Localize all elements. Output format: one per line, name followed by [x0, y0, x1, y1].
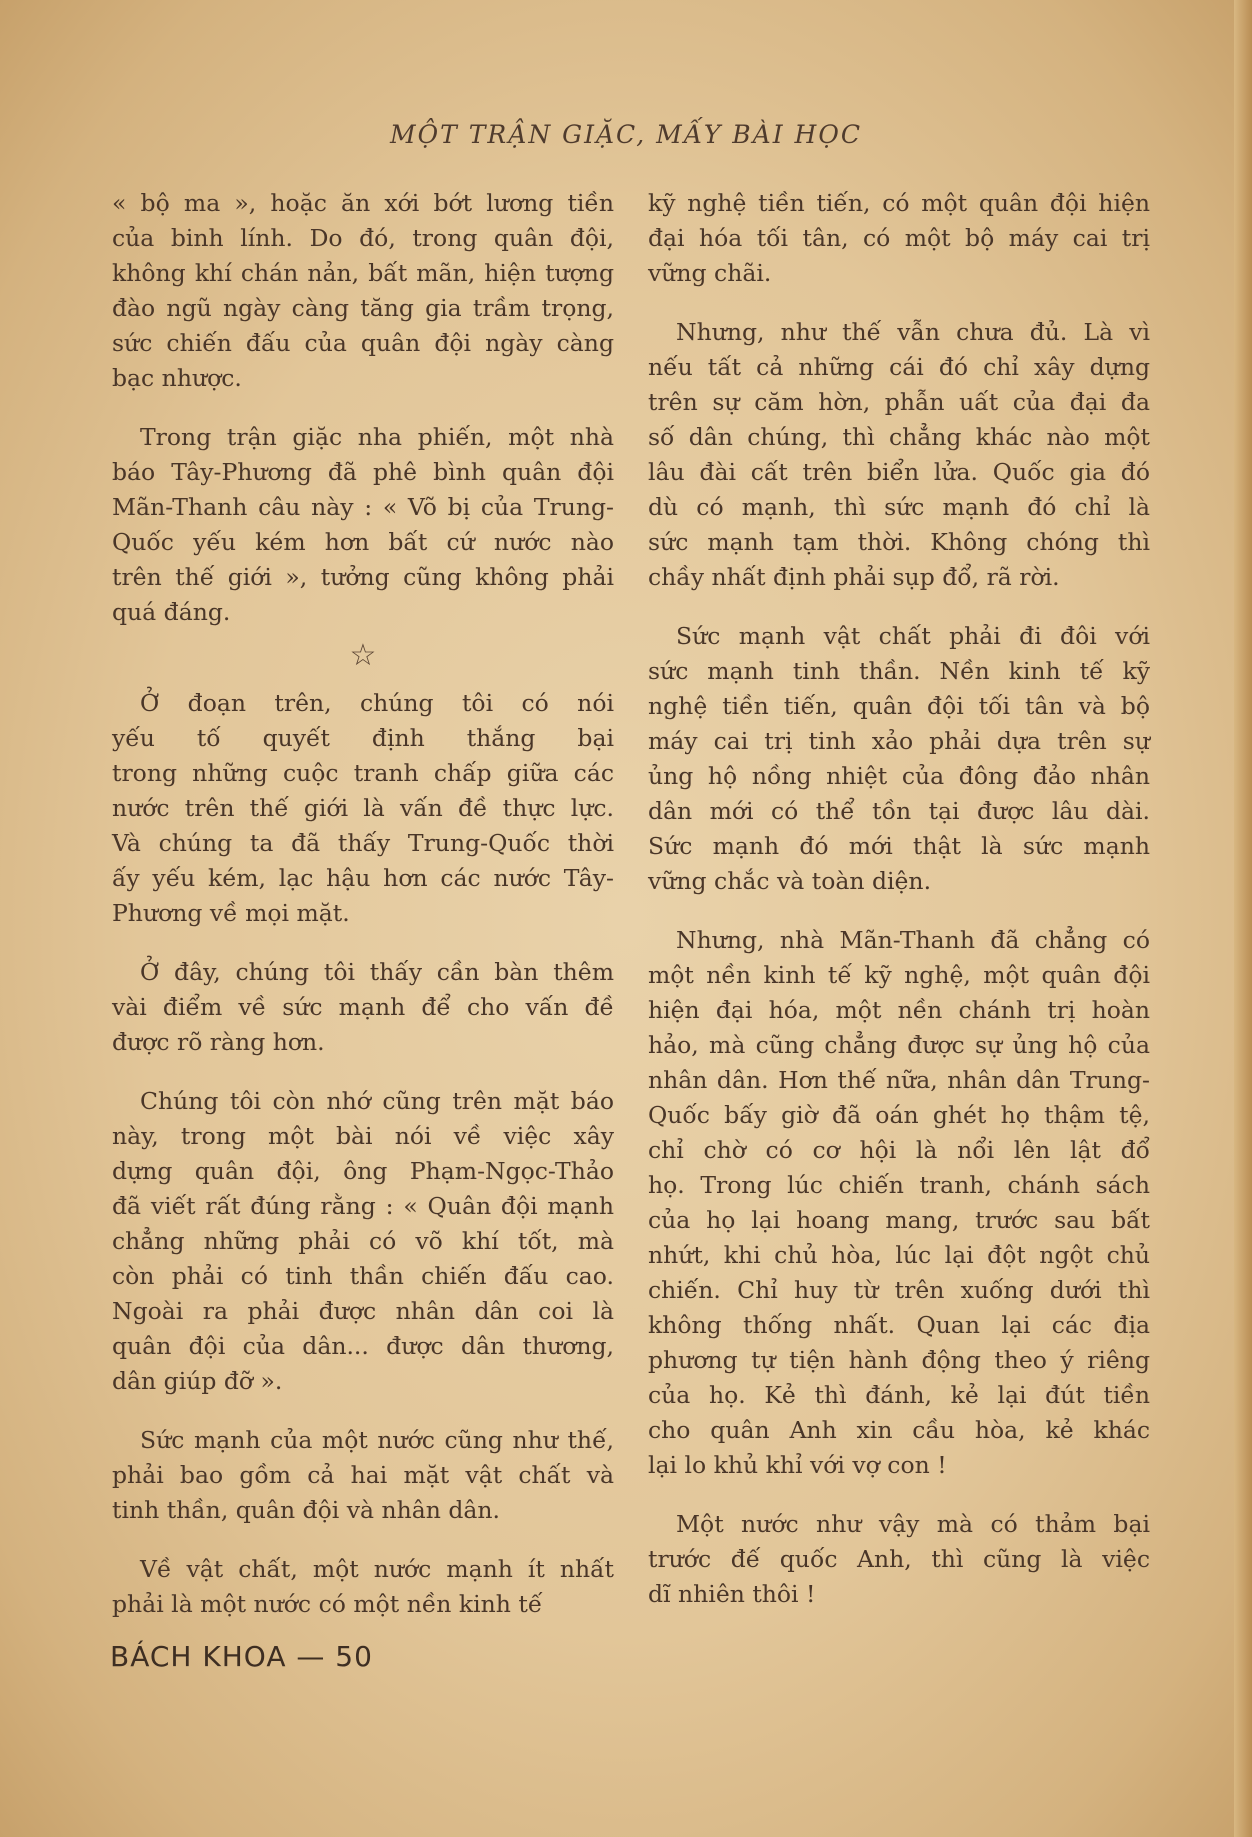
text-line: trước đế quốc Anh, thì cũng là việc — [648, 1545, 1150, 1573]
text-line: Một nước như vậy mà có thảm bại — [676, 1510, 1150, 1538]
text-line: Và chúng ta đã thấy Trung-Quốc thời — [112, 829, 614, 857]
text-line: họ. Trong lúc chiến tranh, chánh sách — [648, 1171, 1150, 1199]
text-line: Quốc yếu kém hơn bất cứ nước nào — [112, 528, 614, 556]
text-line: ủng hộ nồng nhiệt của đông đảo nhân — [648, 762, 1150, 790]
text-line: Nhưng, như thế vẫn chưa đủ. Là vì — [676, 318, 1150, 346]
text-line: dù có mạnh, thì sức mạnh đó chỉ là — [648, 493, 1150, 521]
paragraph — [112, 1423, 614, 1528]
text-line: chẳng những phải có võ khí tốt, mà — [112, 1227, 614, 1255]
text-line: nhân dân. Hơn thế nữa, nhân dân Trung- — [648, 1066, 1150, 1094]
text-line: Về vật chất, một nước mạnh ít nhất — [140, 1555, 614, 1583]
text-line: được rõ ràng hơn. — [112, 1028, 325, 1056]
text-line: báo Tây-Phương đã phê bình quân đội — [112, 458, 614, 486]
text-line: sức mạnh tạm thời. Không chóng thì — [648, 528, 1150, 556]
text-line: số dân chúng, thì chẳng khác nào một — [648, 423, 1150, 451]
text-line: phải là một nước có một nền kinh tế — [112, 1590, 543, 1618]
text-line: một nền kinh tế kỹ nghệ, một quân đội — [648, 961, 1150, 989]
page-edge — [1234, 0, 1252, 1837]
paragraph — [112, 1552, 614, 1622]
text-line: quân đội của dân... được dân thương, — [112, 1332, 614, 1360]
text-line: Mãn-Thanh câu này : « Võ bị của Trung- — [112, 493, 614, 521]
text-line: Chúng tôi còn nhớ cũng trên mặt báo — [140, 1087, 614, 1115]
text-line: trên sự căm hờn, phẫn uất của đại đa — [648, 388, 1150, 416]
text-line: trong những cuộc tranh chấp giữa các — [112, 759, 614, 787]
text-line: chầy nhất định phải sụp đổ, rã rời. — [648, 563, 1060, 591]
text-line: còn phải có tinh thần chiến đấu cao. — [112, 1262, 614, 1290]
text-line: hảo, mà cũng chẳng được sự ủng hộ của — [648, 1031, 1150, 1059]
text-line: vững chắc và toàn diện. — [648, 867, 932, 895]
text-line: vững chãi. — [648, 259, 772, 287]
text-line: sức chiến đấu của quân đội ngày càng — [112, 329, 614, 357]
paragraph — [112, 420, 614, 630]
text-line: « bộ ma », hoặc ăn xới bớt lương tiền — [112, 189, 614, 217]
text-line: này, trong một bài nói về việc xây — [112, 1122, 614, 1150]
text-line: ấy yếu kém, lạc hậu hơn các nước Tây- — [112, 864, 614, 892]
text-line: không thống nhất. Quan lại các địa — [648, 1311, 1150, 1339]
text-line: vài điểm về sức mạnh để cho vấn đề — [112, 993, 614, 1021]
star-ornament: ☆ — [349, 638, 377, 673]
text-line: cho quân Anh xin cầu hòa, kẻ khác — [648, 1416, 1150, 1444]
right-column — [648, 186, 1150, 1636]
text-line: tinh thần, quân đội và nhân dân. — [112, 1496, 501, 1524]
text-line: trên thế giới », tưởng cũng không phải — [112, 563, 614, 591]
page-footer: BÁCH KHOA — 50 — [110, 1640, 373, 1673]
text-line: lại lo khủ khỉ với vợ con ! — [648, 1451, 947, 1479]
text-line: máy cai trị tinh xảo phải dựa trên sự — [648, 727, 1150, 755]
text-line: dĩ nhiên thôi ! — [648, 1580, 816, 1608]
paragraph — [648, 1507, 1150, 1612]
text-line: đã viết rất đúng rằng : « Quân đội mạnh — [112, 1192, 614, 1220]
text-line: Ở đây, chúng tôi thấy cần bàn thêm — [140, 958, 614, 986]
left-column — [112, 186, 614, 1646]
text-line: dựng quân đội, ông Phạm-Ngọc-Thảo — [112, 1157, 614, 1185]
text-line: của họ. Kẻ thì đánh, kẻ lại đút tiền — [648, 1381, 1150, 1409]
text-line: sức mạnh tinh thần. Nền kinh tế kỹ — [648, 657, 1150, 685]
text-line: dân mới có thể tồn tại được lâu dài. — [648, 797, 1150, 825]
text-line: phải bao gồm cả hai mặt vật chất và — [112, 1461, 614, 1489]
text-line: kỹ nghệ tiền tiến, có một quân đội hiện — [648, 189, 1150, 217]
text-line: Quốc bấy giờ đã oán ghét họ thậm tệ, — [648, 1101, 1150, 1129]
text-line: chiến. Chỉ huy từ trên xuống dưới thì — [648, 1276, 1150, 1304]
text-line: Sức mạnh của một nước cũng như thế, — [140, 1426, 614, 1454]
paragraph — [648, 619, 1150, 899]
text-line: không khí chán nản, bất mãn, hiện tượng — [112, 259, 614, 287]
text-line: của binh lính. Do đó, trong quân đội, — [112, 224, 614, 252]
running-header: MỘT TRẬN GIẶC, MẤY BÀI HỌC — [390, 120, 862, 149]
paragraph — [112, 955, 614, 1060]
paragraph — [648, 923, 1150, 1483]
text-line: dân giúp đỡ ». — [112, 1367, 283, 1395]
text-line: Trong trận giặc nha phiến, một nhà — [140, 423, 614, 451]
text-line: của họ lại hoang mang, trước sau bất — [648, 1206, 1150, 1234]
paragraph — [648, 315, 1150, 595]
text-line: Ở đoạn trên, chúng tôi có nói — [140, 689, 614, 717]
text-line: nước trên thế giới là vấn đề thực lực. — [112, 794, 614, 822]
text-line: Ngoài ra phải được nhân dân coi là — [112, 1297, 614, 1325]
paragraph — [648, 186, 1150, 291]
text-line: yếu tố quyết định thắng bại — [112, 724, 614, 752]
text-line: đại hóa tối tân, có một bộ máy cai trị — [648, 224, 1150, 252]
text-line: quá đáng. — [112, 598, 231, 626]
text-line: lâu đài cất trên biển lửa. Quốc gia đó — [648, 458, 1150, 486]
text-line: nghệ tiền tiến, quân đội tối tân và bộ — [648, 692, 1150, 720]
text-line: nhứt, khi chủ hòa, lúc lại đột ngột chủ — [648, 1241, 1150, 1269]
text-line: chỉ chờ có cơ hội là nổi lên lật đổ — [648, 1136, 1150, 1164]
text-line: phương tự tiện hành động theo ý riêng — [648, 1346, 1150, 1374]
text-line: đào ngũ ngày càng tăng gia trầm trọng, — [112, 294, 614, 322]
text-line: Sức mạnh đó mới thật là sức mạnh — [648, 832, 1150, 860]
text-line: Phương về mọi mặt. — [112, 899, 350, 927]
paragraph — [112, 686, 614, 931]
paragraph — [112, 1084, 614, 1399]
text-line: Nhưng, nhà Mãn-Thanh đã chẳng có — [676, 926, 1150, 954]
text-line: nếu tất cả những cái đó chỉ xây dựng — [648, 353, 1150, 381]
text-line: bạc nhược. — [112, 364, 242, 392]
paragraph — [112, 186, 614, 396]
text-line: hiện đại hóa, một nền chánh trị hoàn — [648, 996, 1150, 1024]
text-line: Sức mạnh vật chất phải đi đôi với — [676, 622, 1150, 650]
